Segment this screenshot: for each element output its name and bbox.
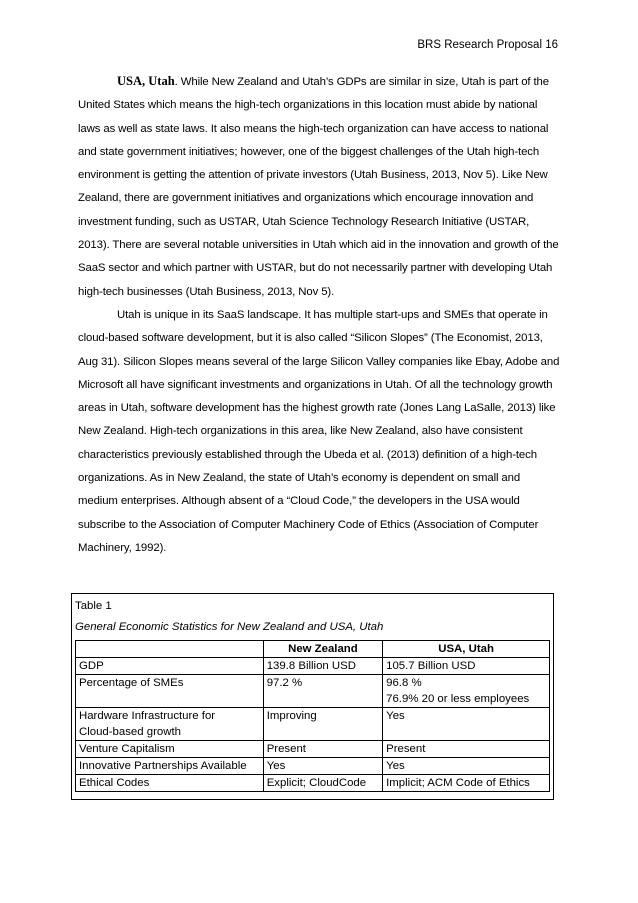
table-cell xyxy=(76,758,264,775)
table-cell xyxy=(383,758,550,775)
table-cell xyxy=(263,758,382,775)
table-cell xyxy=(263,658,382,675)
cell-line: 76.9% 20 or less employees xyxy=(386,693,530,705)
running-head: BRS Research Proposal 16 xyxy=(417,39,558,51)
table-cell xyxy=(263,775,382,792)
statistics-table xyxy=(75,640,550,792)
table-cell xyxy=(263,675,382,708)
body-text xyxy=(78,70,562,560)
paragraph-1-text: . While New Zealand and Utah’s GDPs are similar in size, Utah is part of the United States which means the high-tech organizations in this location must abide by national laws as well as state laws. It also means the high-tech organization can have access to national and state government initiatives; however, one of the biggest challenges of the Utah high-tech environment is getting the attention of private investors (Utah Business, 2013, Nov 5). Like New Zealand, there are government initiatives and organizations which encourage innovation and investment funding, such as USTAR, Utah Science Technology Research Initiative (USTAR, 2013). There are several notable universities in Utah which aid in the innovation and growth of the SaaS sector and which partner with USTAR, but do not necessarily partner with developing Utah high-tech businesses (Utah Business, 2013, Nov 5). xyxy=(78,76,559,298)
paragraph-saas-landscape: Utah is unique in its SaaS landscape. It has multiple start-ups and SMEs that operate in cloud-based software development, but it is also called “Silicon Slopes” (The Economist, 2013, Aug 31). Silicon Slopes means several of the large Silicon Valley companies like Ebay, Adobe and Microsoft all have significant investments and organizations in Utah. Of all the technology growth areas in Utah, software development has the highest growth rate (Jones Lang LaSalle, 2013) like New Zealand. High-tech organizations in this area, like New Zealand, also have consistent characteristics previously established through the Ubeda et al. (2013) definition of a high-tech organizations. As in New Zealand, the state of Utah’s economy is dependent on small and medium enterprises. Although absent of a “Cloud Code,” the developers in the USA would subscribe to the Association of Computer Machinery Code of Ethics (Association of Computer Machinery, 1992). xyxy=(78,308,560,554)
cell-line: Explicit; CloudCode xyxy=(266,777,367,789)
table-header-cell: New Zealand xyxy=(263,641,382,658)
table-cell xyxy=(383,708,550,741)
table-cell xyxy=(383,775,550,792)
table-container xyxy=(71,593,554,800)
cell-line: Present xyxy=(386,743,426,755)
cell-line: Percentage of SMEs xyxy=(79,677,184,689)
cell-line: Improving xyxy=(266,710,317,722)
cell-line: Yes xyxy=(386,760,405,772)
table-cell xyxy=(263,741,382,758)
cell-line: Implicit; ACM Code of Ethics xyxy=(386,777,530,789)
table-row xyxy=(76,675,550,708)
cell-line: Innovative Partnerships Available xyxy=(79,760,247,772)
table-cell xyxy=(76,658,264,675)
table-cell xyxy=(76,775,264,792)
cell-line: 139.8 Billion USD xyxy=(266,660,356,672)
cell-line: Cloud-based growth xyxy=(79,726,181,738)
table-cell xyxy=(383,675,550,708)
table-row xyxy=(76,741,550,758)
cell-line: Venture Capitalism xyxy=(79,743,175,755)
cell-line: Yes xyxy=(266,760,286,772)
cell-line: 96.8 % xyxy=(386,677,422,689)
table-header-row xyxy=(76,641,550,658)
table-cell xyxy=(76,708,264,741)
section-heading: USA, Utah xyxy=(117,74,175,88)
paragraph-utah-overview xyxy=(78,70,562,304)
table-cell xyxy=(383,658,550,675)
cell-line: Ethical Codes xyxy=(79,777,150,789)
table-header-cell: USA, Utah xyxy=(383,641,550,658)
table-title: General Economic Statistics for New Zealand and USA, Utah xyxy=(75,621,384,633)
table-cell xyxy=(263,708,382,741)
table-cell xyxy=(76,675,264,708)
cell-line: 105.7 Billion USD xyxy=(386,660,476,672)
cell-line: Yes xyxy=(386,710,405,722)
table-row xyxy=(76,775,550,792)
cell-line: 97.2 % xyxy=(266,677,303,689)
cell-line: Present xyxy=(266,743,306,755)
table-row xyxy=(76,758,550,775)
table-row xyxy=(76,658,550,675)
table-cell xyxy=(76,741,264,758)
table-cell xyxy=(383,741,550,758)
table-row xyxy=(76,708,550,741)
table-caption: Table 1 xyxy=(75,600,112,612)
cell-line: Hardware Infrastructure for xyxy=(79,710,216,722)
table-header-cell xyxy=(76,641,264,658)
cell-line: GDP xyxy=(79,660,104,672)
